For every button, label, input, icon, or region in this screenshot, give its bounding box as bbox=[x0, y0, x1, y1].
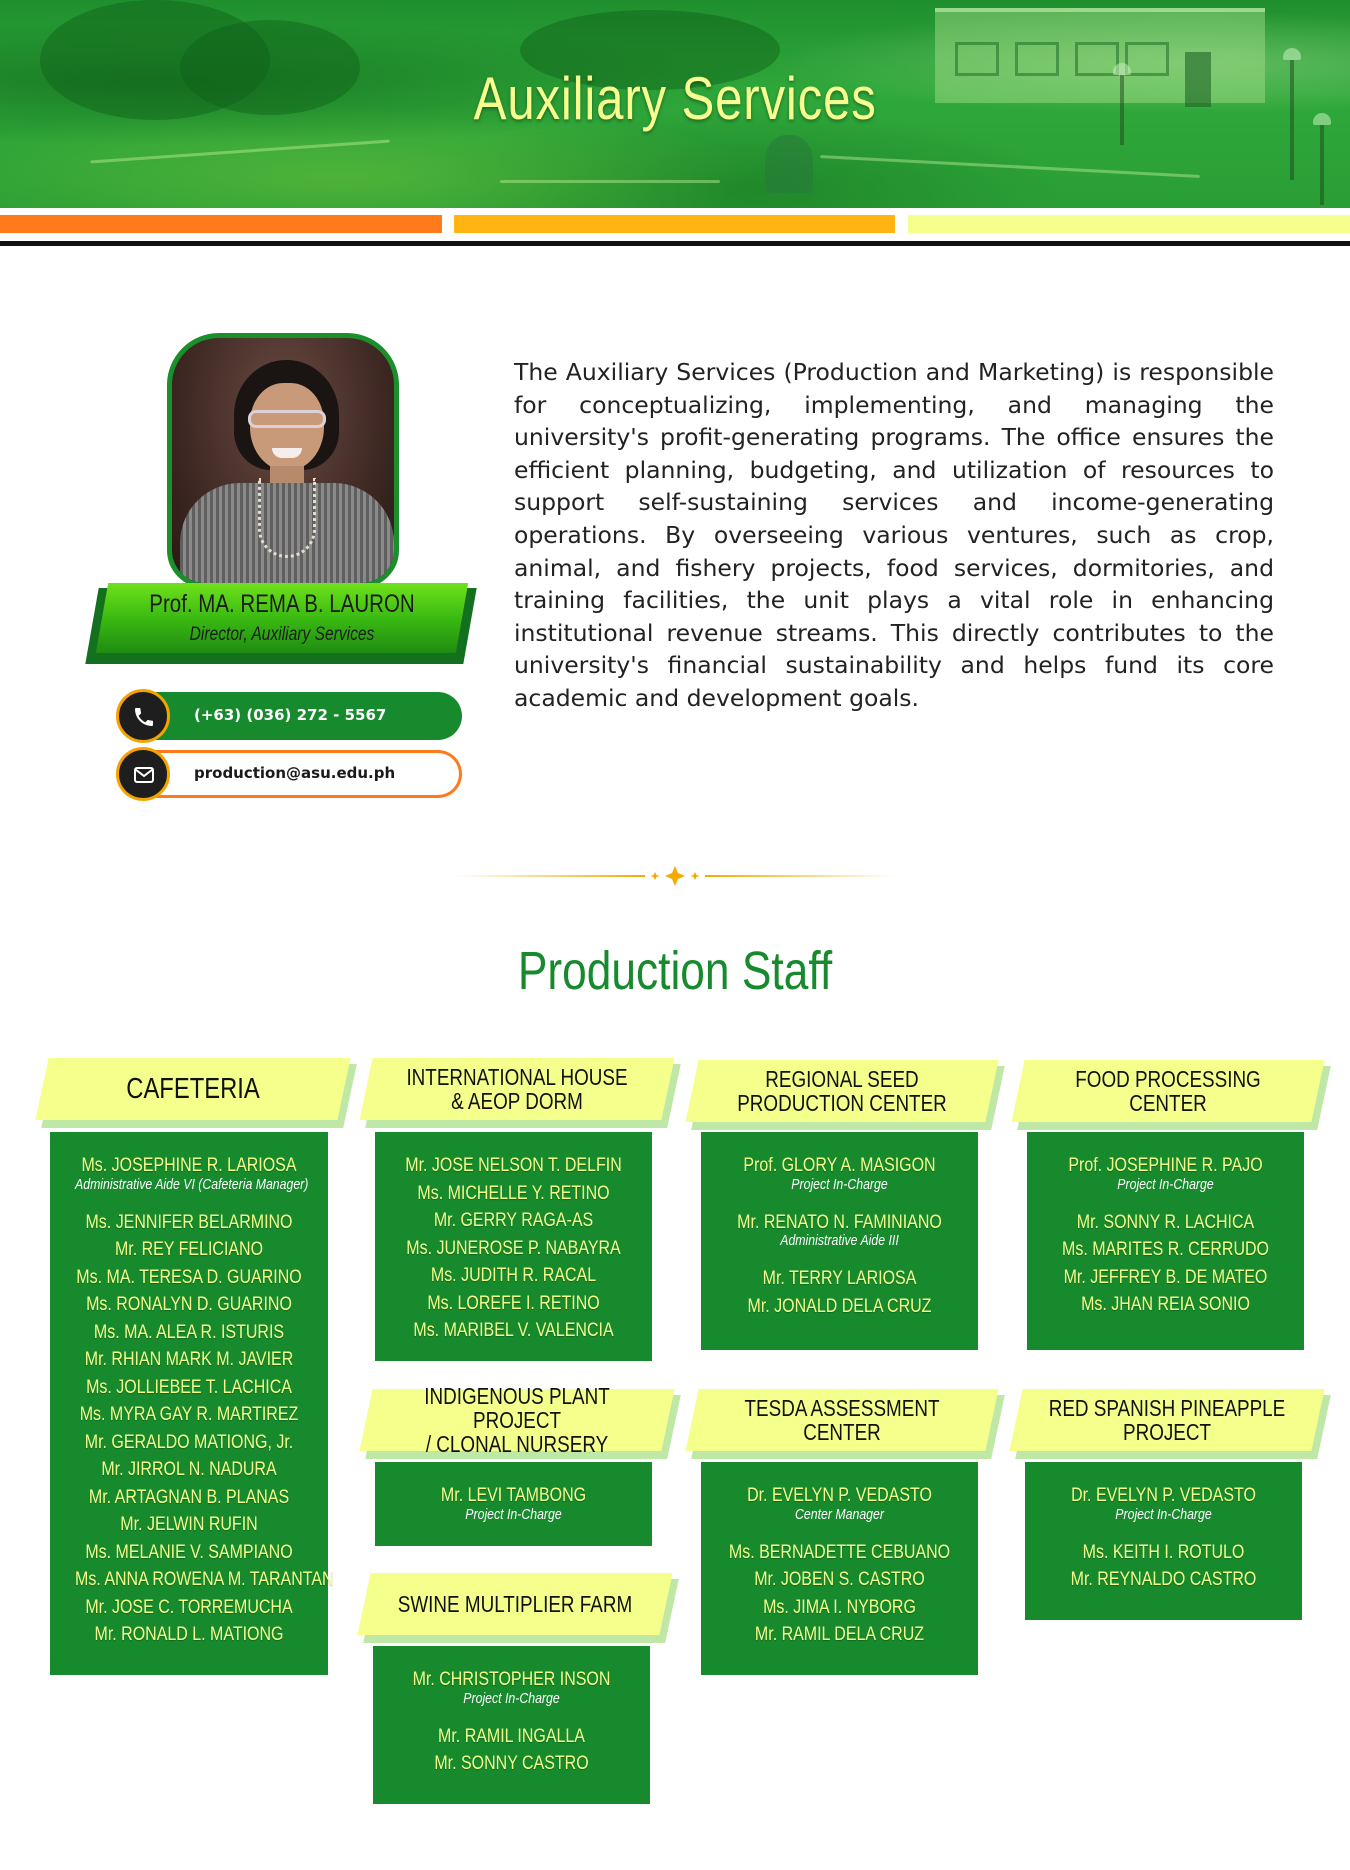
unit-card-tesda bbox=[701, 1462, 978, 1675]
staff-name: Ms. JUDITH R. RACAL bbox=[430, 1264, 597, 1286]
staff-name: Ms. MARIBEL V. VALENCIA bbox=[413, 1319, 614, 1341]
unit-title-pineapple bbox=[1043, 1389, 1291, 1451]
office-description: The Auxiliary Services (Production and Marketing) is responsible for conceptualizing, implementing, and managing the university's profit-generating programs. The office ensures the efficient planning, budgeting, and utilization of resources to support self-sustaining services and income-generating operations. By overseeing various ventures, such as crop, animal, and fishery projects, food services, dormitories, and training facilities, the unit plays a vital role in enhancing institutional revenue streams. This directly contributes to the university's financial sustainability and helps fund its core academic and development goals. bbox=[514, 358, 1274, 712]
staff-name: Mr. JIRROL N. NADURA bbox=[101, 1458, 277, 1480]
staff-name: Mr. ARTAGNAN B. PLANAS bbox=[88, 1485, 290, 1508]
staff-name: Mr. SONNY R. LACHICA bbox=[1076, 1210, 1255, 1233]
staff-name: Ms. ANNA ROWENA M. TARANTAN bbox=[75, 1568, 334, 1590]
page-title: Auxiliary Services bbox=[473, 65, 877, 132]
header-banner bbox=[0, 0, 1350, 208]
lamp-shape bbox=[1320, 125, 1324, 205]
unit-card-cafeteria bbox=[50, 1132, 334, 1675]
staff-name: Mr. REY FELICIANO bbox=[114, 1238, 264, 1260]
unit-title-line: / CLONAL NURSERY bbox=[425, 1431, 609, 1457]
accent-bar-orange bbox=[0, 215, 442, 233]
unit-title-swine: SWINE MULTIPLIER FARM bbox=[397, 1591, 633, 1617]
unit-card-intl-house bbox=[375, 1132, 652, 1361]
staff-name: Prof. JOSEPHINE R. PAJO bbox=[1068, 1154, 1263, 1176]
staff-name: Mr. CHRISTOPHER INSON bbox=[412, 1668, 611, 1690]
staff-name: Mr. GERALDO MATIONG, Jr. bbox=[84, 1430, 294, 1453]
staff-name: Mr. SONNY CASTRO bbox=[434, 1752, 589, 1774]
staff-role: Administrative Aide III bbox=[780, 1232, 899, 1249]
unit-card-pineapple bbox=[1025, 1462, 1302, 1620]
staff-name: Ms. MELANIE V. SAMPIANO bbox=[85, 1540, 293, 1563]
staff-name: Ms. MYRA GAY R. MARTIREZ bbox=[79, 1403, 299, 1425]
unit-title-line: REGIONAL SEED bbox=[765, 1066, 919, 1092]
unit-title-line: CENTER bbox=[1129, 1090, 1207, 1116]
fountain-shape bbox=[765, 135, 813, 193]
lawn-line bbox=[90, 140, 389, 164]
portrait-glasses bbox=[248, 410, 326, 428]
unit-title-line: INTERNATIONAL HOUSE bbox=[406, 1064, 628, 1090]
unit-title-cafeteria: CAFETERIA bbox=[126, 1073, 260, 1105]
staff-name: Mr. JOBEN S. CASTRO bbox=[754, 1568, 925, 1590]
staff-role: Center Manager bbox=[795, 1505, 884, 1523]
staff-name: Mr. GERRY RAGA-AS bbox=[433, 1209, 594, 1231]
staff-name: Mr. REYNALDO CASTRO bbox=[1070, 1568, 1257, 1590]
unit-title-line: FOOD PROCESSING bbox=[1075, 1066, 1261, 1092]
staff-role: Administrative Aide VI (Cafeteria Manager) bbox=[75, 1175, 309, 1193]
divider-line bbox=[705, 875, 895, 877]
staff-name: Ms. KEITH I. ROTULO bbox=[1082, 1540, 1245, 1563]
staff-name: Ms. JUNEROSE P. NABAYRA bbox=[406, 1236, 621, 1259]
staff-name: Ms. JHAN REIA SONIO bbox=[1081, 1293, 1250, 1315]
accent-bar-yellow bbox=[908, 215, 1350, 233]
staff-name: Mr. RONALD L. MATIONG bbox=[94, 1623, 284, 1645]
staff-name: Mr. LEVI TAMBONG bbox=[440, 1484, 587, 1506]
unit-card-seed-center bbox=[701, 1132, 978, 1350]
sparkle-icon bbox=[645, 864, 705, 888]
staff-name: Ms. BERNADETTE CEBUANO bbox=[728, 1540, 951, 1563]
mail-icon bbox=[116, 747, 170, 801]
staff-name: Ms. LOREFE I. RETINO bbox=[427, 1291, 600, 1314]
staff-name: Mr. RAMIL DELA CRUZ bbox=[754, 1623, 925, 1645]
accent-bar-amber bbox=[454, 215, 895, 233]
director-name: Prof. MA. REMA B. LAURON bbox=[149, 590, 415, 618]
unit-title-line: & AEOP DORM bbox=[451, 1088, 583, 1114]
director-photo bbox=[167, 333, 399, 588]
unit-title-line: PROJECT bbox=[1122, 1419, 1212, 1445]
staff-name: Mr. RENATO N. FAMINIANO bbox=[737, 1210, 942, 1233]
staff-role: Project In-Charge bbox=[463, 1689, 560, 1707]
staff-name: Mr. JELWIN RUFIN bbox=[120, 1513, 258, 1535]
staff-name: Mr. JEFFREY B. DE MATEO bbox=[1063, 1265, 1268, 1288]
staff-name: Ms. MARITES R. CERRUDO bbox=[1062, 1238, 1269, 1260]
staff-role: Project In-Charge bbox=[1115, 1505, 1212, 1523]
staff-name: Ms. JOSEPHINE R. LARIOSA bbox=[81, 1154, 297, 1176]
staff-name: Dr. EVELYN P. VEDASTO bbox=[1071, 1484, 1256, 1506]
email-address[interactable]: production@asu.edu.ph bbox=[194, 764, 396, 782]
staff-name: Prof. GLORY A. MASIGON bbox=[743, 1154, 936, 1176]
unit-title-indigenous bbox=[393, 1383, 641, 1457]
director-title: Director, Auxiliary Services bbox=[189, 624, 375, 645]
staff-name: Ms. JENNIFER BELARMINO bbox=[85, 1210, 293, 1233]
staff-role: Project In-Charge bbox=[465, 1505, 562, 1523]
unit-title-tesda: TESDA ASSESSMENT CENTER bbox=[744, 1395, 940, 1445]
ornament-divider bbox=[455, 868, 895, 884]
staff-name: Ms. JOLLIEBEE T. LACHICA bbox=[86, 1375, 292, 1398]
unit-title-seed-center bbox=[719, 1060, 965, 1122]
staff-name: Ms. MICHELLE Y. RETINO bbox=[417, 1181, 610, 1204]
unit-title-line: PRODUCTION CENTER bbox=[737, 1090, 947, 1116]
unit-card-swine bbox=[373, 1646, 650, 1804]
staff-name: Ms. RONALYN D. GUARINO bbox=[86, 1293, 292, 1315]
lawn-line bbox=[820, 155, 1200, 178]
unit-title-line: RED SPANISH PINEAPPLE bbox=[1048, 1395, 1286, 1421]
staff-name: Ms. MA. ALEA R. ISTURIS bbox=[93, 1320, 285, 1343]
phone-icon bbox=[116, 689, 170, 743]
staff-name: Mr. RAMIL INGALLA bbox=[438, 1724, 585, 1747]
staff-name: Ms. MA. TERESA D. GUARINO bbox=[76, 1265, 302, 1288]
staff-name: Dr. EVELYN P. VEDASTO bbox=[747, 1484, 932, 1506]
staff-name: Ms. JIMA I. NYBORG bbox=[763, 1595, 916, 1618]
divider-line bbox=[455, 875, 645, 877]
lamp-shape bbox=[1290, 60, 1294, 180]
unit-card-indigenous bbox=[375, 1462, 652, 1546]
staff-name: Mr. TERRY LARIOSA bbox=[762, 1267, 917, 1289]
unit-card-food-processing bbox=[1027, 1132, 1304, 1350]
staff-role: Project In-Charge bbox=[1117, 1175, 1214, 1193]
staff-role: Project In-Charge bbox=[791, 1175, 888, 1193]
unit-title-line: INDIGENOUS PLANT PROJECT bbox=[424, 1383, 610, 1433]
lawn-line bbox=[500, 180, 720, 183]
staff-name: Mr. JOSE C. TORREMUCHA bbox=[85, 1595, 293, 1618]
staff-name: Mr. RHIAN MARK M. JAVIER bbox=[84, 1348, 294, 1370]
staff-name: Mr. JOSE NELSON T. DELFIN bbox=[405, 1154, 622, 1176]
header-rule bbox=[0, 241, 1350, 246]
unit-title-food-processing bbox=[1045, 1060, 1291, 1122]
phone-number[interactable]: (+63) (036) 272 - 5567 bbox=[194, 706, 387, 724]
section-title: Production Staff bbox=[517, 941, 833, 1001]
portrait-necklace bbox=[258, 478, 316, 558]
unit-title-intl-house bbox=[393, 1058, 641, 1120]
staff-name: Mr. JONALD DELA CRUZ bbox=[747, 1294, 932, 1317]
